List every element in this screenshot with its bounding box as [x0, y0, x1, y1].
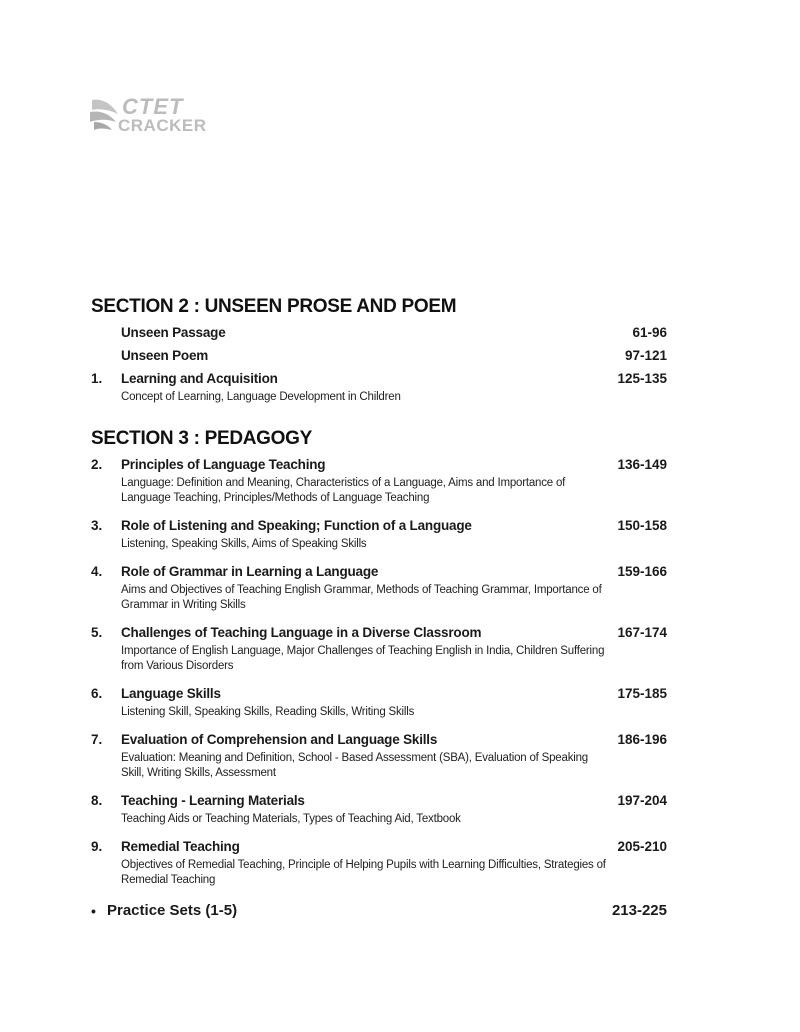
toc-entry-unseen-poem	[91, 346, 667, 369]
entry-title: Teaching - Learning Materials	[121, 793, 305, 808]
entry-number: 6.	[91, 686, 103, 701]
toc-entry-chapter-6	[91, 684, 667, 720]
section-2-title: SECTION 2 : UNSEEN PROSE AND POEM	[91, 296, 457, 317]
toc-entry-chapter-8	[91, 791, 667, 827]
entry-description: Concept of Learning, Language Development in Children	[121, 391, 401, 403]
entry-title: Evaluation of Comprehension and Language Skills	[121, 732, 438, 747]
entry-title: Principles of Language Teaching	[121, 457, 326, 472]
entry-title: Challenges of Teaching Language in a Diverse Classroom	[121, 625, 482, 640]
toc-entry-chapter-4	[91, 562, 667, 613]
entry-description: Language: Definition and Meaning, Characteristics of a Language, Aims and Importance of Language Teaching, Principles/Methods of Language Teaching	[121, 477, 566, 504]
entry-pages: 136-149	[617, 457, 667, 472]
entry-pages: 150-158	[617, 518, 667, 533]
toc-entry-chapter-7	[91, 730, 667, 781]
entry-title: Learning and Acquisition	[121, 371, 278, 386]
entry-number: 5.	[91, 625, 103, 640]
logo-text-cracker: CRACKER	[118, 116, 207, 135]
entry-description: Listening, Speaking Skills, Aims of Speaking Skills	[121, 538, 367, 550]
entry-title: Language Skills	[121, 686, 221, 701]
entry-pages: 61-96	[632, 325, 667, 340]
entry-description: Listening Skill, Speaking Skills, Reading Skills, Writing Skills	[121, 706, 415, 718]
toc-entry-practice-sets	[91, 900, 667, 924]
toc-entry-chapter-3	[91, 516, 667, 552]
entry-pages: 159-166	[617, 564, 667, 579]
entry-pages: 125-135	[617, 371, 667, 386]
section-3	[91, 425, 667, 888]
entry-number: 3.	[91, 518, 103, 533]
entry-title: Unseen Poem	[121, 348, 209, 363]
entry-title: Role of Grammar in Learning a Language	[121, 564, 379, 579]
entry-pages: 167-174	[617, 625, 667, 640]
logo-text-ctet: CTET	[122, 94, 184, 119]
entry-number: 9.	[91, 839, 103, 854]
entry-title: Unseen Passage	[121, 325, 226, 340]
entry-pages: 197-204	[617, 793, 667, 808]
section-2	[91, 293, 667, 405]
toc-entry-chapter-5	[91, 623, 667, 674]
toc-entry-learning-acquisition	[91, 369, 667, 405]
entry-description: Evaluation: Meaning and Definition, School - Based Assessment (SBA), Evaluation of Speaking Skill, Writing Skills, Assessment	[121, 752, 588, 779]
entry-number: 1.	[91, 371, 103, 386]
practice-sets-pages: 213-225	[611, 902, 667, 919]
entry-pages: 186-196	[617, 732, 667, 747]
entry-description: Objectives of Remedial Teaching, Principle of Helping Pupils with Learning Difficulties, Strategies of Remedial Teaching	[121, 859, 606, 886]
entry-description: Aims and Objectives of Teaching English Grammar, Methods of Teaching Grammar, Importance of Grammar in Writing Skills	[121, 584, 602, 611]
bullet-icon: •	[91, 903, 96, 919]
entry-pages: 175-185	[617, 686, 667, 701]
entry-title: Remedial Teaching	[121, 839, 240, 854]
ctet-cracker-logo	[88, 92, 228, 140]
entry-number: 4.	[91, 564, 103, 579]
entry-title: Role of Listening and Speaking; Function of a Language	[121, 518, 472, 533]
entry-description: Importance of English Language, Major Challenges of Teaching English in India, Children Suffering from Various Disorders	[121, 645, 605, 672]
entry-pages: 97-121	[624, 348, 667, 363]
entry-number: 2.	[91, 457, 103, 472]
section-3-title: SECTION 3 : PEDAGOGY	[91, 428, 312, 449]
toc-entry-chapter-9	[91, 837, 667, 888]
toc-entry-chapter-2	[91, 455, 667, 506]
table-of-contents	[91, 293, 667, 924]
entry-number: 7.	[91, 732, 103, 747]
practice-sets-title: Practice Sets (1-5)	[107, 902, 238, 919]
entry-pages: 205-210	[617, 839, 667, 854]
entry-description: Teaching Aids or Teaching Materials, Types of Teaching Aid, Textbook	[121, 813, 461, 825]
toc-entry-unseen-passage	[91, 323, 667, 346]
entry-number: 8.	[91, 793, 103, 808]
